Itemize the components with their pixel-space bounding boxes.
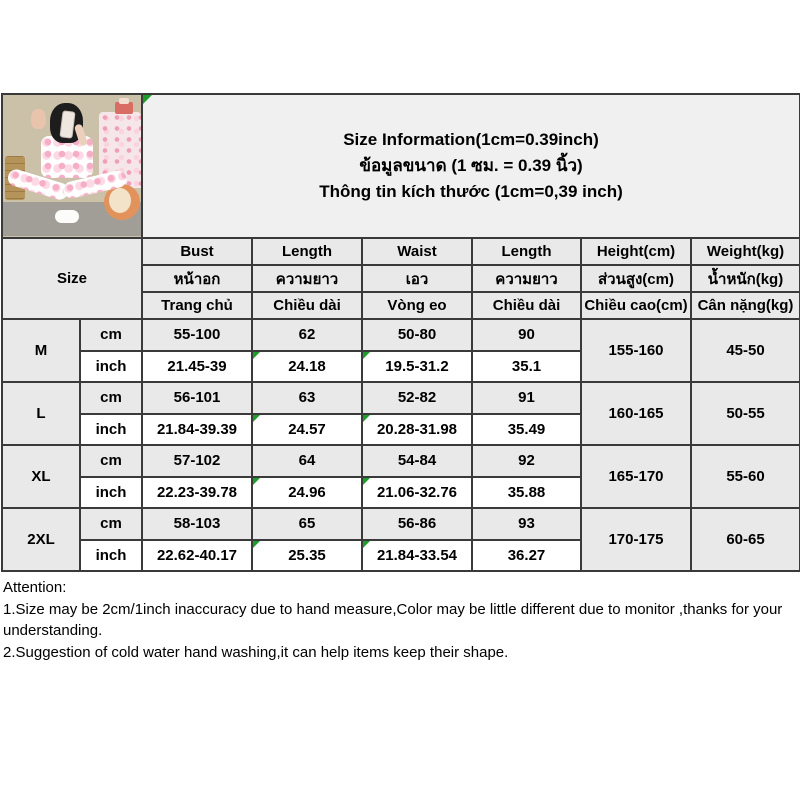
- excel-flag-icon: [253, 541, 260, 548]
- unit-cell: cm: [80, 319, 142, 351]
- col-header-length2-th: ความยาว: [472, 265, 581, 292]
- col-header-length2-vi: Chiều dài: [472, 292, 581, 319]
- cell-value: 25.35: [288, 546, 326, 564]
- height-range-xl: 165-170: [581, 445, 691, 508]
- weight-range-l: 50-55: [691, 382, 800, 445]
- pajama-model-photo: [3, 96, 141, 236]
- unit-cell: cm: [80, 445, 142, 477]
- table-cell: 54-84: [362, 445, 472, 477]
- excel-flag-icon: [363, 541, 370, 548]
- weight-range-2xl: 60-65: [691, 508, 800, 571]
- excel-flag-icon: [143, 95, 152, 104]
- table-cell: 56-86: [362, 508, 472, 540]
- col-header-bust-th: หน้าอก: [142, 265, 252, 292]
- table-cell: [362, 540, 472, 572]
- table-cell: 22.23-39.78: [142, 477, 252, 509]
- cell-value: 20.28-31.98: [376, 420, 458, 438]
- cell-value: 21.84-33.54: [376, 546, 458, 564]
- size-label-m: M: [2, 319, 80, 382]
- title-row: [2, 94, 800, 238]
- photo-cake-topper: [119, 98, 129, 104]
- table-cell: 35.49: [472, 414, 581, 446]
- table-cell: 58-103: [142, 508, 252, 540]
- attention-heading: Attention:: [3, 579, 67, 596]
- unit-cell: cm: [80, 508, 142, 540]
- col-header-waist-th: เอว: [362, 265, 472, 292]
- title-english: Size Information(1cm=0.39inch): [343, 130, 599, 149]
- table-row-m-cm: [2, 319, 800, 351]
- size-label-2xl: 2XL: [2, 508, 80, 571]
- table-cell: 90: [472, 319, 581, 351]
- col-header-height-th: ส่วนสูง(cm): [581, 265, 691, 292]
- unit-cell: inch: [80, 540, 142, 572]
- photo-white-sock: [55, 210, 79, 223]
- col-header-length-th: ความยาว: [252, 265, 362, 292]
- size-header: Size: [2, 238, 142, 319]
- col-header-length2: Length: [472, 238, 581, 265]
- table-cell: 35.88: [472, 477, 581, 509]
- table-cell: 21.84-39.39: [142, 414, 252, 446]
- col-header-bust: Bust: [142, 238, 252, 265]
- cell-value: 24.18: [288, 357, 326, 375]
- product-photo: [2, 94, 142, 238]
- table-cell: 62: [252, 319, 362, 351]
- table-row-xl-cm: [2, 445, 800, 477]
- photo-raised-hand: [31, 109, 46, 129]
- table-cell: 91: [472, 382, 581, 414]
- excel-flag-icon: [363, 415, 370, 422]
- excel-flag-icon: [253, 415, 260, 422]
- table-cell: [252, 414, 362, 446]
- excel-flag-icon: [363, 478, 370, 485]
- unit-cell: inch: [80, 351, 142, 383]
- header-row-english: [2, 238, 800, 265]
- table-cell: [362, 414, 472, 446]
- table-cell: [252, 351, 362, 383]
- unit-cell: cm: [80, 382, 142, 414]
- table-cell: 65: [252, 508, 362, 540]
- size-label-l: L: [2, 382, 80, 445]
- table-cell: [252, 477, 362, 509]
- cell-value: 24.96: [288, 483, 326, 501]
- height-range-l: 160-165: [581, 382, 691, 445]
- excel-flag-icon: [363, 352, 370, 359]
- col-header-waist: Waist: [362, 238, 472, 265]
- table-cell: 36.27: [472, 540, 581, 572]
- size-information-title-cell: [142, 94, 800, 238]
- table-cell: 52-82: [362, 382, 472, 414]
- table-row-2xl-cm: [2, 508, 800, 540]
- top-margin: [0, 0, 800, 93]
- height-range-2xl: 170-175: [581, 508, 691, 571]
- col-header-weight-th: น้ำหนัก(kg): [691, 265, 800, 292]
- size-chart-table: [1, 93, 800, 572]
- weight-range-xl: 55-60: [691, 445, 800, 508]
- unit-cell: inch: [80, 477, 142, 509]
- excel-flag-icon: [253, 352, 260, 359]
- weight-range-m: 45-50: [691, 319, 800, 382]
- table-cell: 56-101: [142, 382, 252, 414]
- cell-value: 19.5-31.2: [385, 357, 449, 375]
- size-label-xl: XL: [2, 445, 80, 508]
- table-cell: 64: [252, 445, 362, 477]
- attention-line-2: 2.Suggestion of cold water hand washing,it can help items keep their shape.: [3, 643, 509, 661]
- table-cell: [252, 540, 362, 572]
- cell-value: 21.06-32.76: [376, 483, 458, 501]
- col-header-bust-vi: Trang chủ: [142, 292, 252, 319]
- height-range-m: 155-160: [581, 319, 691, 382]
- unit-cell: inch: [80, 414, 142, 446]
- title-vietnamese: Thông tin kích thước (1cm=0,39 inch): [319, 182, 623, 201]
- cell-value: 24.57: [288, 420, 326, 438]
- attention-line-1: 1.Size may be 2cm/1inch inaccuracy due to hand measure,Color may be little different due to monitor ,thanks for your understanding.: [3, 600, 783, 639]
- table-row-l-cm: [2, 382, 800, 414]
- col-header-length-vi: Chiều dài: [252, 292, 362, 319]
- table-cell: 92: [472, 445, 581, 477]
- col-header-height-vi: Chiều cao(cm): [581, 292, 691, 319]
- table-cell: [362, 351, 472, 383]
- table-cell: 57-102: [142, 445, 252, 477]
- col-header-length: Length: [252, 238, 362, 265]
- table-cell: 63: [252, 382, 362, 414]
- table-cell: 35.1: [472, 351, 581, 383]
- attention-note: [3, 577, 797, 663]
- table-cell: 22.62-40.17: [142, 540, 252, 572]
- table-cell: [362, 477, 472, 509]
- table-cell: 50-80: [362, 319, 472, 351]
- table-cell: 55-100: [142, 319, 252, 351]
- col-header-height: Height(cm): [581, 238, 691, 265]
- col-header-weight: Weight(kg): [691, 238, 800, 265]
- col-header-weight-vi: Cân nặng(kg): [691, 292, 800, 319]
- table-cell: 93: [472, 508, 581, 540]
- photo-cushion-center: [109, 188, 131, 213]
- title-thai: ข้อมูลขนาด (1 ซม. = 0.39 นิ้ว): [359, 156, 583, 175]
- excel-flag-icon: [253, 478, 260, 485]
- table-cell: 21.45-39: [142, 351, 252, 383]
- col-header-waist-vi: Vòng eo: [362, 292, 472, 319]
